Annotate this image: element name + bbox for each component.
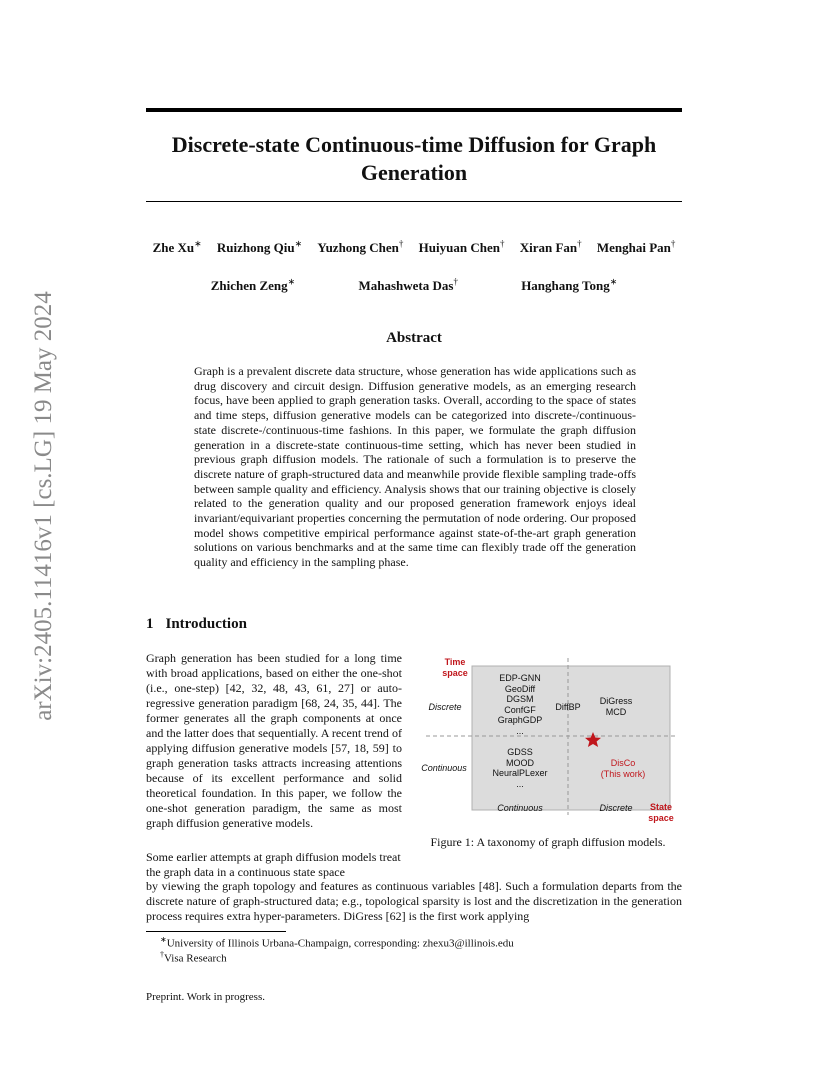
intro-paragraph-2-cont: by viewing the graph topology and features as continuous variables [48]. Such a formulation departs from the discrete nature of graph-structured data; e.g., topological sparsity is lost and the discretization in the generation process requires extra hyper-parameters. DiGress [62] is the first work applying — [146, 879, 682, 923]
figure-caption: Figure 1: A taxonomy of graph diffusion models. — [430, 835, 666, 849]
time-axis-label: Time space — [442, 657, 468, 678]
author: Mahashweta Das† — [358, 277, 458, 294]
col-label-discrete: Discrete — [599, 803, 633, 813]
top-rule — [146, 108, 682, 112]
author: Hanghang Tong∗ — [521, 277, 618, 294]
intro-paragraph-2-start: Some earlier attempts at graph diffusion models treat the graph data in a continuous state space — [146, 850, 401, 879]
paper-title: Discrete-state Continuous-time Diffusion for Graph Generation — [171, 132, 657, 185]
taxonomy-figure — [414, 650, 682, 830]
ours-label: DisCo (This work) — [600, 758, 646, 779]
author: Huiyuan Chen† — [418, 239, 505, 256]
col-label-continuous: Continuous — [497, 803, 543, 813]
preprint-note: Preprint. Work in progress. — [146, 991, 265, 1003]
section-number: 1 — [146, 616, 154, 632]
author: Yuzhong Chen† — [317, 239, 404, 256]
author: Ruizhong Qiu∗ — [216, 239, 303, 256]
footnote-1: ∗University of Illinois Urbana-Champaign, corresponding: zhexu3@illinois.edu — [160, 935, 514, 950]
cell-discrete-time-discrete-state: DiGress MCD — [599, 696, 633, 717]
row-label-continuous: Continuous — [421, 763, 467, 773]
arxiv-identifier: arXiv:2405.11416v1 [cs.LG] 19 May 2024 — [30, 291, 57, 721]
section-title: Introduction — [165, 616, 247, 632]
authors-row-1 — [146, 239, 682, 256]
author: Zhe Xu∗ — [152, 239, 202, 256]
intro-paragraph-1: Graph generation has been studied for a long time with broad applications, based on either the one-shot (i.e., one-step) [42, 32, 48, 43, 61, 27] or auto-regressive generation paradigm [68, 24, 35, 44]. The former generates all the graph components at once and the latter does that sequentially. A recent trend of applying diffusion generative models [57, 18, 59] to graph generation tasks attracts increasing attentions because of its excellent performance and solid theoretical foundation. In this paper, we follow the one-shot generation paradigm, the same as most graph diffusion generative models. — [146, 651, 402, 830]
cell-continuous-time-continuous-state: GDSS MOOD NeuralPLexer ... — [492, 747, 548, 789]
footnote-rule — [146, 931, 286, 932]
abstract-heading: Abstract — [386, 330, 442, 346]
row-label-discrete: Discrete — [428, 702, 462, 712]
abstract-text: Graph is a prevalent discrete data structure, whose generation has wide applications such as drug discovery and circuit design. Diffusion generative models, as an emerging research focus, have been applied to graph generation tasks. Overall, according to the space of states and time steps, diffusion generative models can be categorized into discrete-/continuous-state discrete-/continuous-time fashions. In this paper, we formulate the graph diffusion generation in a discrete-state continuous-time setting, which has never been studied in previous graph diffusion models. The rationale of such a formulation is to preserve the discrete nature of graph-structured data and meanwhile provide flexible sampling trade-offs between sample quality and efficiency. Analysis shows that our training objective is closely related to the generation quality and our proposed generation framework enjoys ideal invariant/equivariant properties concerning the permutation of node ordering. Our proposed model shows competitive empirical performance against state-of-the-art graph generation solutions on various benchmarks and at the same time can flexibly trade off the generation quality and efficiency in the sampling phase. — [194, 364, 636, 570]
footnote-2: †Visa Research — [160, 950, 227, 965]
section-heading — [146, 616, 247, 633]
author: Menghai Pan† — [596, 239, 676, 256]
border-item-diffbp: DiffBP — [555, 702, 581, 712]
state-axis-label: State space — [648, 802, 674, 823]
author: Zhichen Zeng∗ — [210, 277, 296, 294]
cell-discrete-time-continuous-state: EDP-GNN GeoDiff DGSM ConfGF GraphGDP ... — [497, 673, 543, 736]
authors-row-2 — [146, 277, 682, 294]
title-bottom-rule — [146, 201, 682, 202]
author: Xiran Fan† — [519, 239, 582, 256]
